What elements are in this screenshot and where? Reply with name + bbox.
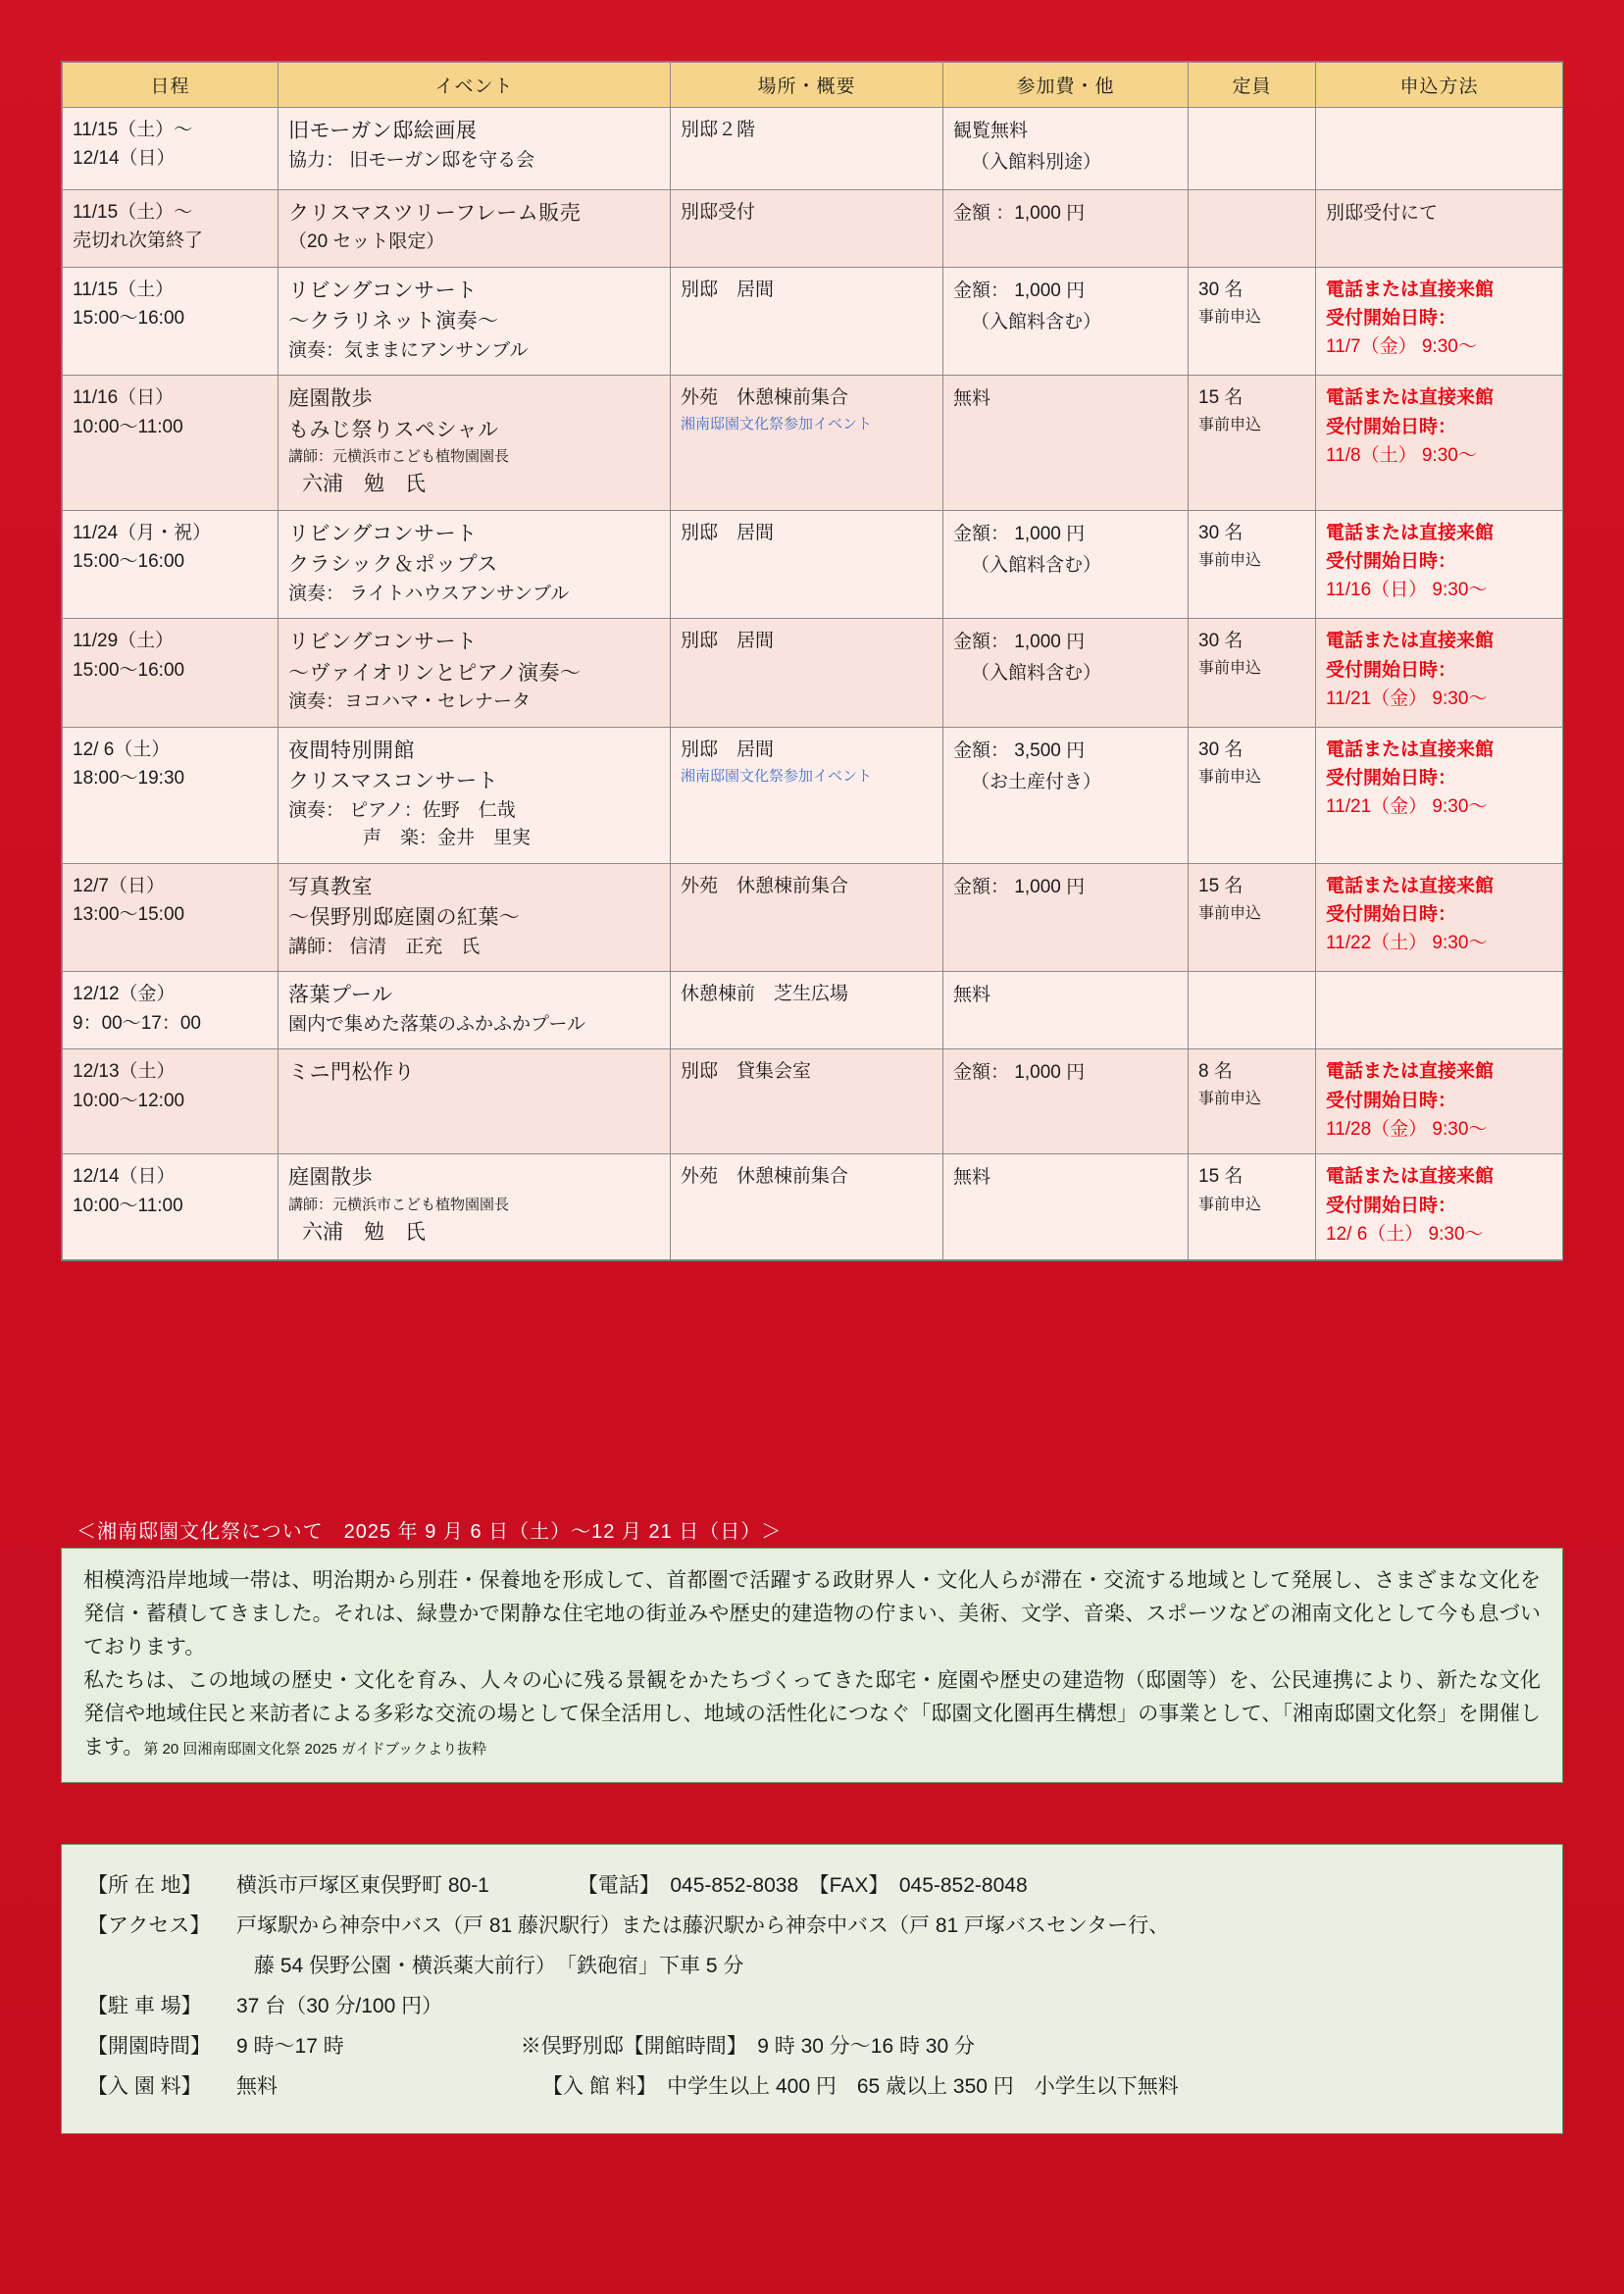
info-access-row	[87, 1907, 1537, 1947]
cell-event: 旧モーガン邸絵画展 協力： 旧モーガン邸を守る会	[279, 108, 671, 190]
cell-capacity	[1189, 972, 1316, 1049]
cell-capacity: 30 名 事前申込	[1189, 619, 1316, 728]
cell-fee: 金額： 1,000 円	[943, 1049, 1189, 1154]
cell-place: 外苑 休憩棟前集合	[671, 1154, 943, 1259]
cell-apply: 電話または直接来館 受付開始日時： 11/28（金） 9:30〜	[1316, 1049, 1563, 1154]
cell-fee: 金額： 1,000 円 （入館料含む）	[943, 267, 1189, 376]
entry-label: 【入 園 料】	[87, 2074, 202, 2098]
cell-capacity: 30 名 事前申込	[1189, 267, 1316, 376]
table-row	[63, 267, 1563, 376]
facility-info-box	[61, 1844, 1563, 2134]
info-address-row	[87, 1866, 1537, 1907]
cell-date: 12/14（日） 10:00〜11:00	[63, 1154, 279, 1259]
info-entry-row	[87, 2067, 1537, 2108]
cell-date: 11/15（土）〜 12/14（日）	[63, 108, 279, 190]
cell-capacity: 15 名 事前申込	[1189, 376, 1316, 511]
cell-date: 12/ 6（土） 18:00〜19:30	[63, 727, 279, 863]
cell-place: 外苑 休憩棟前集合 湘南邸園文化祭参加イベント	[671, 376, 943, 511]
cell-capacity: 8 名 事前申込	[1189, 1049, 1316, 1154]
fax-value: 045-852-8048	[898, 1874, 1028, 1897]
cell-date: 11/24（月・祝） 15:00〜16:00	[63, 510, 279, 619]
festival-heading: ＜湘南邸園文化祭について 2025 年 9 月 6 日（土）〜12 月 21 日（日）＞	[76, 1521, 783, 1543]
address-label: 【所 在 地】	[87, 1874, 202, 1897]
table-row	[63, 1154, 1563, 1259]
cell-fee: 無料	[943, 1154, 1189, 1259]
table-row	[63, 619, 1563, 728]
cell-date: 12/7（日） 13:00〜15:00	[63, 863, 279, 972]
festival-paragraph-2	[83, 1664, 1541, 1764]
cell-fee: 無料	[943, 972, 1189, 1049]
admission-value: 中学生以上 400 円 65 歳以上 350 円 小学生以下無料	[667, 2074, 1179, 2098]
access-line-1: 戸塚駅から神奈中バス（戸 81 藤沢駅行）または藤沢駅から神奈中バス（戸 81 戸塚バスセンター行、	[236, 1913, 1170, 1937]
cell-event: 庭園散歩 講師：元横浜市こども植物園園長 六浦 勉 氏	[279, 1154, 671, 1259]
festival-tag: 湘南邸園文化祭参加イベント	[681, 767, 873, 785]
festival-paragraph-1: 相模湾沿岸地域一帯は、明治期から別荘・保養地を形成して、首都圏で活躍する政財界人・文化人らが滞在・交流する地域として発展し、さまざまな文化を発信・蓄積してきました。それは、緑豊かで閑静な住宅地の街並みや歴史的建造物の佇まい、美術、文学、音楽、スポーツなどの湘南文化として今も息づいております。	[83, 1569, 1541, 1659]
table-row	[63, 189, 1563, 267]
cell-capacity	[1189, 108, 1316, 190]
table-row	[63, 510, 1563, 619]
cell-event: リビングコンサート 〜ヴァイオリンとピアノ演奏〜 演奏：ヨコハマ・セレナータ	[279, 619, 671, 728]
table-row	[63, 376, 1563, 511]
header-capacity: 定員	[1189, 63, 1316, 108]
schedule-table	[62, 62, 1563, 1260]
festival-paragraph-2-text: 私たちは、この地域の歴史・文化を育み、人々の心に残る景観をかたちづくってきた邸宅・庭園や歴史の建造物（邸園等）を、公民連携により、新たな文化発信や地域住民と来訪者による多彩な交流の場として保全活用し、地域の活性化につなぐ「邸園文化圏再生構想」の事業として、「湘南邸園文化祭」を開催します。	[83, 1669, 1541, 1759]
cell-event: 写真教室 〜俣野別邸庭園の紅葉〜 講師： 信清 正充 氏	[279, 863, 671, 972]
cell-event: ミニ門松作り	[279, 1049, 671, 1154]
cell-date: 11/15（土）〜 売切れ次第終了	[63, 189, 279, 267]
cell-place: 別邸 居間	[671, 619, 943, 728]
cell-event: リビングコンサート クラシック＆ポップス 演奏： ライトハウスアンサンブル	[279, 510, 671, 619]
tel-value: 045-852-8038	[670, 1874, 799, 1897]
cell-event: 庭園散歩 もみじ祭りスペシャル 講師：元横浜市こども植物園園長 六浦 勉 氏	[279, 376, 671, 511]
cell-event: リビングコンサート 〜クラリネット演奏〜 演奏：気ままにアンサンブル	[279, 267, 671, 376]
admission-label: 【入 館 料】	[542, 2074, 647, 2098]
table-row	[63, 863, 1563, 972]
cell-date: 12/13（土） 10:00〜12:00	[63, 1049, 279, 1154]
cell-apply	[1316, 972, 1563, 1049]
cell-capacity: 30 名 事前申込	[1189, 727, 1316, 863]
cell-apply: 電話または直接来館 受付開始日時： 11/22（土） 9:30〜	[1316, 863, 1563, 972]
parking-value: 37 台（30 分/100 円）	[236, 1994, 443, 2017]
cell-fee: 金額： 3,500 円 （お土産付き）	[943, 727, 1189, 863]
parking-label: 【駐 車 場】	[87, 1994, 202, 2017]
cell-event: 落葉プール 園内で集めた落葉のふかふかプール	[279, 972, 671, 1049]
cell-apply: 別邸受付にて	[1316, 189, 1563, 267]
cell-apply: 電話または直接来館 受付開始日時： 11/8（土） 9:30〜	[1316, 376, 1563, 511]
cell-date: 11/16（日） 10:00〜11:00	[63, 376, 279, 511]
cell-event: 夜間特別開館 クリスマスコンサート 演奏： ピアノ：佐野 仁哉 声 楽：金井 里実	[279, 727, 671, 863]
address-value: 横浜市戸塚区東俣野町 80-1	[236, 1874, 489, 1897]
cell-fee: 金額 ：1,000 円	[943, 189, 1189, 267]
cell-date: 12/12（金） 9：00〜17：00	[63, 972, 279, 1049]
cell-place: 別邸受付	[671, 189, 943, 267]
header-place: 場所・概要	[671, 63, 943, 108]
cell-fee: 金額： 1,000 円 （入館料含む）	[943, 619, 1189, 728]
table-row	[63, 727, 1563, 863]
cell-fee: 金額： 1,000 円	[943, 863, 1189, 972]
tel-label: 【電話】	[577, 1874, 650, 1897]
header-fee: 参加費・他	[943, 63, 1189, 108]
cell-capacity: 15 名 事前申込	[1189, 1154, 1316, 1259]
table-header-row	[63, 63, 1563, 108]
table-row	[63, 1049, 1563, 1154]
cell-apply: 電話または直接来館 受付開始日時： 12/ 6（土） 9:30〜	[1316, 1154, 1563, 1259]
cell-fee: 金額： 1,000 円 （入館料含む）	[943, 510, 1189, 619]
info-access-row-2	[87, 1947, 1537, 1987]
cell-event: クリスマスツリーフレーム販売 （20 セット限定）	[279, 189, 671, 267]
cell-fee: 無料	[943, 376, 1189, 511]
info-parking-row	[87, 1987, 1537, 2027]
cell-place: 外苑 休憩棟前集合	[671, 863, 943, 972]
cell-apply: 電話または直接来館 受付開始日時： 11/16（日） 9:30〜	[1316, 510, 1563, 619]
cell-apply: 電話または直接来館 受付開始日時： 11/21（金） 9:30〜	[1316, 727, 1563, 863]
info-hours-row	[87, 2027, 1537, 2067]
cell-place: 別邸 貸集会室	[671, 1049, 943, 1154]
festival-description-box	[61, 1548, 1563, 1783]
cell-place: 休憩棟前 芝生広場	[671, 972, 943, 1049]
festival-tag: 湘南邸園文化祭参加イベント	[681, 416, 873, 433]
hours-note: ※俣野別邸【開館時間】 9 時 30 分〜16 時 30 分	[520, 2034, 975, 2058]
cell-capacity: 15 名 事前申込	[1189, 863, 1316, 972]
festival-source: 第 20 回湘南邸園文化祭 2025 ガイドブックより抜粋	[143, 1741, 487, 1759]
cell-place: 別邸２階	[671, 108, 943, 190]
cell-capacity: 30 名 事前申込	[1189, 510, 1316, 619]
cell-apply: 電話または直接来館 受付開始日時： 11/7（金） 9:30〜	[1316, 267, 1563, 376]
cell-apply: 電話または直接来館 受付開始日時： 11/21（金） 9:30〜	[1316, 619, 1563, 728]
cell-date: 11/29（土） 15:00〜16:00	[63, 619, 279, 728]
hours-label: 【開園時間】	[87, 2034, 211, 2058]
hours-value: 9 時〜17 時	[236, 2034, 344, 2058]
header-date: 日程	[63, 63, 279, 108]
table-row	[63, 972, 1563, 1049]
cell-place: 別邸 居間	[671, 510, 943, 619]
header-apply: 申込方法	[1316, 63, 1563, 108]
cell-capacity	[1189, 189, 1316, 267]
cell-apply	[1316, 108, 1563, 190]
access-line-2: 藤 54 俣野公園・横浜薬大前行） 「鉄砲宿」下車 5 分	[254, 1954, 744, 1977]
cell-place: 別邸 居間 湘南邸園文化祭参加イベント	[671, 727, 943, 863]
table-row	[63, 108, 1563, 190]
fax-label: 【FAX】	[819, 1874, 879, 1897]
cell-fee: 観覧無料 （入館料別途）	[943, 108, 1189, 190]
cell-place: 別邸 居間	[671, 267, 943, 376]
entry-value: 無料	[236, 2074, 278, 2098]
header-event: イベント	[279, 63, 671, 108]
access-label: 【アクセス】	[87, 1913, 211, 1937]
cell-date: 11/15（土） 15:00〜16:00	[63, 267, 279, 376]
schedule-table-container	[61, 61, 1563, 1261]
